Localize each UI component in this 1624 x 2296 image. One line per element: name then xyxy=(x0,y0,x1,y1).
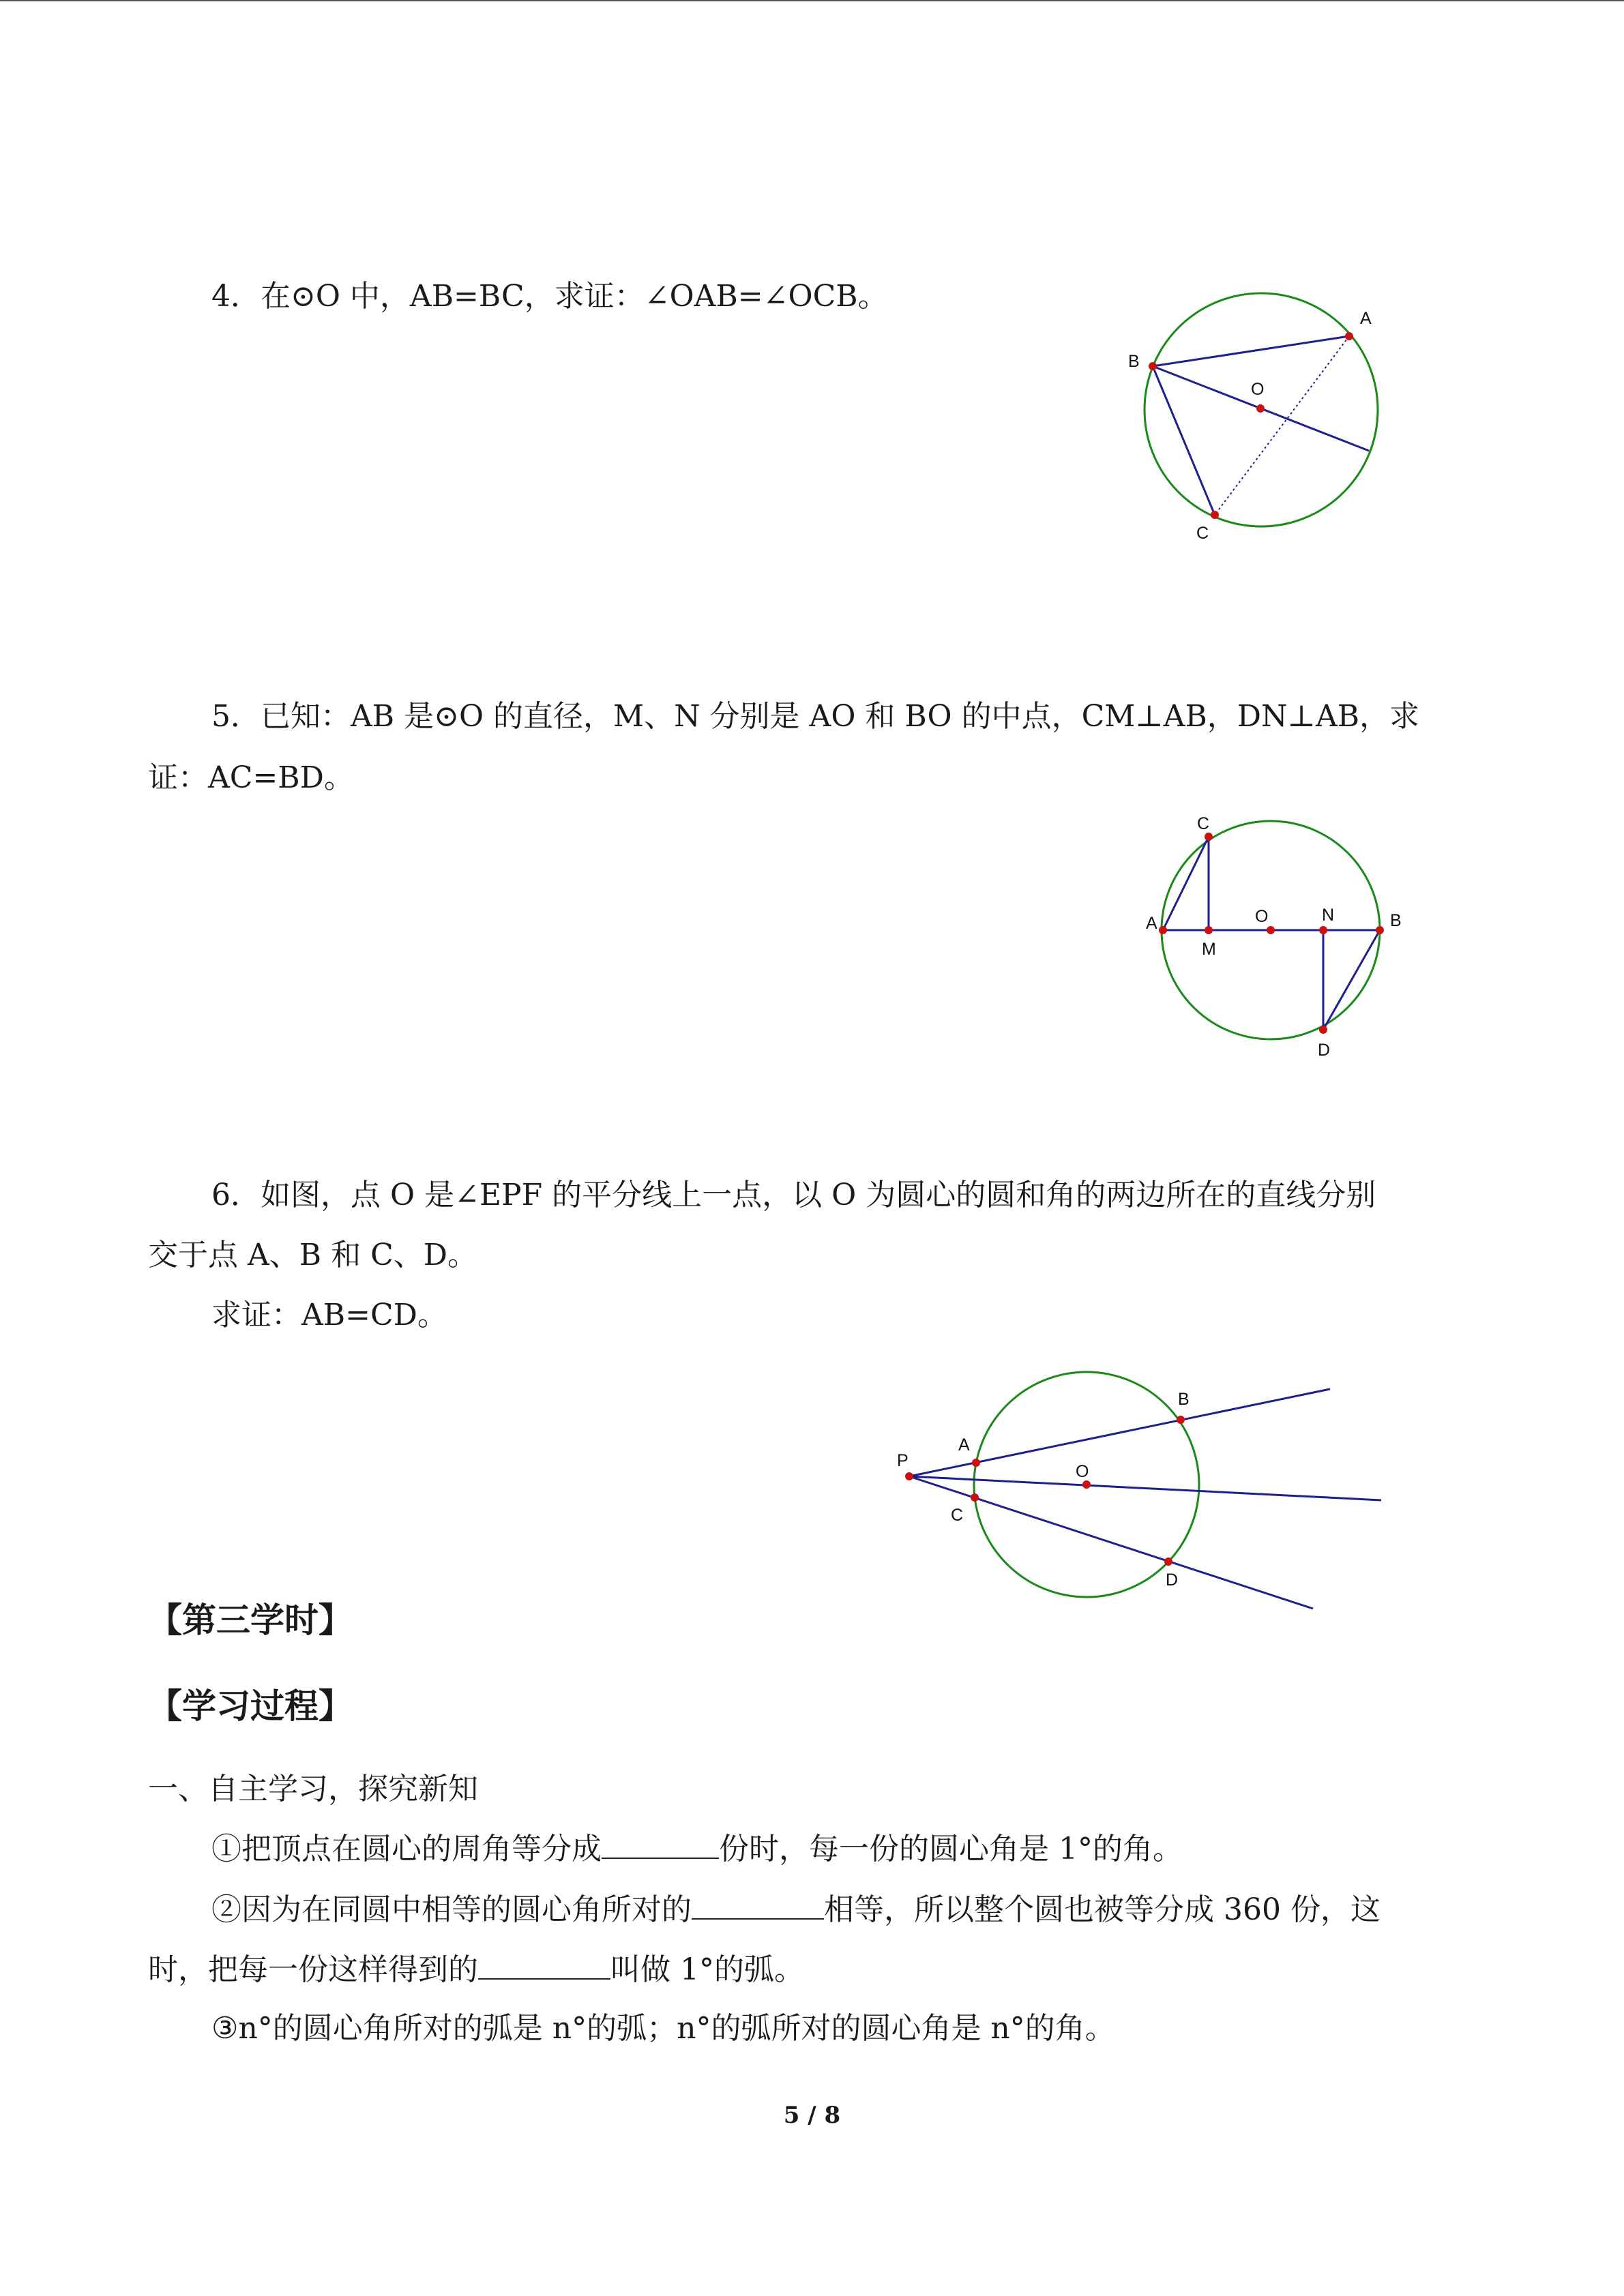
fig4-dotted-aoc xyxy=(1215,336,1349,515)
fig6-label-c: C xyxy=(951,1506,964,1525)
fig5-label-d: D xyxy=(1318,1041,1331,1060)
fig5-label-a: A xyxy=(1146,914,1157,933)
fig5-segment-bd xyxy=(1323,930,1380,1030)
self-study-title: 一、自主学习，探究新知 xyxy=(148,1772,478,1806)
fig4-segment-bc xyxy=(1153,366,1215,515)
fig5-point-n xyxy=(1319,926,1327,934)
problem-5-text: 5．已知：AB 是⊙O 的直径，M、N 分别是 AO 和 BO 的中点，CM⊥AB，DN⊥AB，求 xyxy=(211,699,1420,734)
problem-6-prove: 求证：AB=CD。 xyxy=(211,1298,447,1332)
figure-6 xyxy=(897,1372,1381,1609)
fig5-point-a xyxy=(1159,926,1167,934)
fig5-point-d xyxy=(1319,1026,1327,1034)
fig6-label-p: P xyxy=(897,1451,909,1470)
fig5-point-c xyxy=(1205,833,1213,841)
problem-6-text-cont: 交于点 A、B 和 C、D。 xyxy=(148,1238,478,1272)
problem-6-text: 6．如图，点 O 是∠EPF 的平分线上一点，以 O 为圆心的圆和角的两边所在的直线分别 xyxy=(211,1178,1376,1212)
fig5-point-b xyxy=(1376,926,1384,934)
fig5-label-c: C xyxy=(1197,814,1210,833)
page-number: 5 / 8 xyxy=(783,2102,841,2129)
fig6-point-b xyxy=(1177,1416,1185,1424)
fig5-label-n: N xyxy=(1322,906,1335,925)
fig6-ray-po xyxy=(909,1476,1381,1500)
fig6-label-b: B xyxy=(1178,1390,1190,1409)
fig4-label-c: C xyxy=(1196,524,1209,543)
fig5-label-m: M xyxy=(1202,940,1216,959)
problem-4-text: 4．在⊙O 中，AB=BC，求证：∠OAB=∠OCB。 xyxy=(211,279,888,314)
heading-learning-process: 【学习过程】 xyxy=(148,1686,353,1726)
fig5-point-o xyxy=(1267,926,1275,934)
fig4-point-a xyxy=(1345,332,1353,340)
self-study-item-2-cont: 时，把每一份这样得到的 叫做 1°的弧。 xyxy=(148,1948,804,1991)
fig6-label-o: O xyxy=(1076,1462,1089,1481)
fig5-label-o: O xyxy=(1255,907,1269,926)
fig4-label-o: O xyxy=(1251,380,1265,399)
fig4-label-b: B xyxy=(1128,352,1140,371)
fig6-label-d: D xyxy=(1166,1570,1179,1590)
self-study-item-2: ②因为在同圆中相等的圆心角所对的 相等，所以整个圆也被等分成 360 份，这 xyxy=(211,1888,1381,1930)
figure-4 xyxy=(1128,293,1378,543)
fig5-point-m xyxy=(1205,926,1213,934)
fig6-point-d xyxy=(1164,1557,1172,1566)
fig4-point-c xyxy=(1211,511,1219,519)
self-study-item-3: ③n°的圆心角所对的弧是 n°的弧；n°的弧所对的圆心角是 n°的角。 xyxy=(211,2011,1115,2046)
fig4-point-b xyxy=(1149,362,1157,370)
self-study-item-1: ①把顶点在圆心的周角等分成 份时，每一份的圆心角是 1°的角。 xyxy=(211,1828,1183,1870)
fig4-segment-ba xyxy=(1153,336,1349,366)
fig6-point-c xyxy=(971,1493,979,1502)
fig5-label-b: B xyxy=(1390,911,1402,930)
heading-third-period: 【第三学时】 xyxy=(148,1600,353,1640)
fig6-point-o xyxy=(1082,1480,1091,1489)
problem-5-text-cont: 证：AC=BD。 xyxy=(148,760,354,795)
fig6-point-p xyxy=(905,1472,913,1480)
figure-5 xyxy=(1146,814,1402,1060)
fig4-point-o xyxy=(1256,404,1265,413)
fig6-label-a: A xyxy=(958,1435,970,1455)
fig4-label-a: A xyxy=(1360,309,1372,328)
fig6-ray-pd xyxy=(909,1476,1313,1609)
fig6-point-a xyxy=(972,1459,980,1467)
fig5-segment-ac xyxy=(1163,837,1209,930)
